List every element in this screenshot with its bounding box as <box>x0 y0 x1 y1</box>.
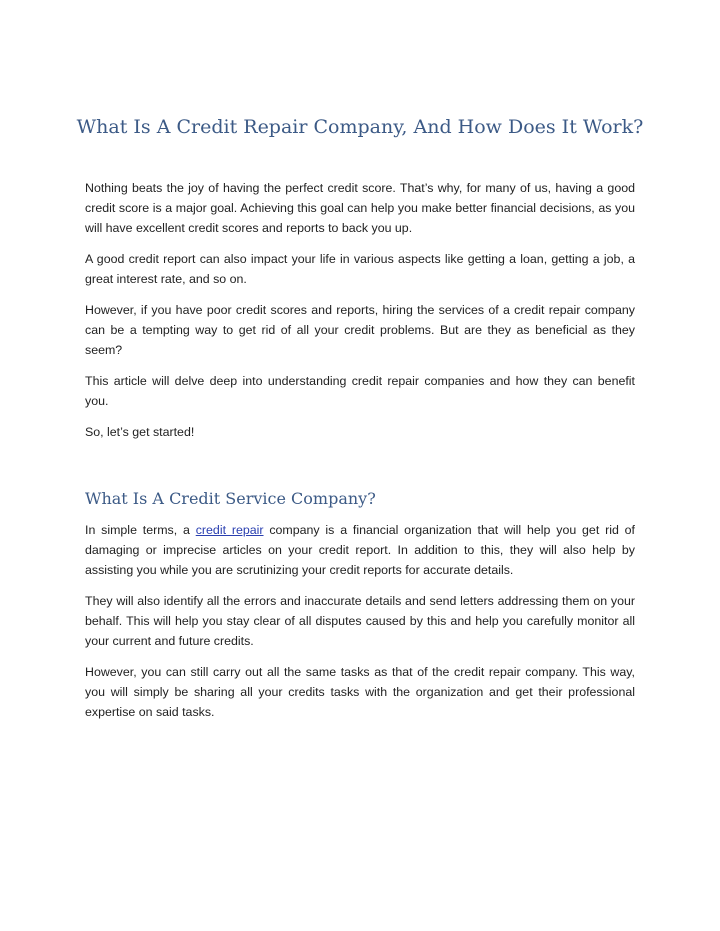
intro-paragraph-3: However, if you have poor credit scores and reports, hiring the services of a credit repair company can be a tempting way to get rid of all your credit problems. But are they as beneficial as they seem? <box>85 303 635 357</box>
intro-paragraph-4: This article will delve deep into understanding credit repair companies and how they can benefit you. <box>85 374 635 408</box>
section-paragraph-1 <box>85 520 635 580</box>
paragraph-text: In simple terms, a <box>85 523 196 537</box>
section-paragraph-3: However, you can still carry out all the same tasks as that of the credit repair company. This way, you will simply be sharing all your credits tasks with the organization and get their professional expertise on said tasks. <box>85 665 635 719</box>
intro-paragraph-1: Nothing beats the joy of having the perfect credit score. That’s why, for many of us, having a good credit score is a major goal. Achieving this goal can help you make better financial decisions, as you will have excellent credit scores and reports to back you up. <box>85 181 635 235</box>
credit-repair-link[interactable]: credit repair <box>195 523 264 537</box>
intro-paragraph-5: So, let’s get started! <box>85 425 195 439</box>
section-paragraph-2: They will also identify all the errors and inaccurate details and send letters addressing them on your behalf. This will help you stay clear of all disputes caused by this and help you carefully monitor all your current and future credits. <box>85 594 635 648</box>
intro-section <box>85 178 635 442</box>
intro-paragraph-2: A good credit report can also impact your life in various aspects like getting a loan, getting a job, a great interest rate, and so on. <box>85 252 635 286</box>
section-heading: What Is A Credit Service Company? <box>85 489 376 508</box>
article-title: What Is A Credit Repair Company, And How Does It Work? <box>76 116 644 138</box>
credit-service-section <box>85 520 635 722</box>
paragraph-text: company is a financial organization that will help you get rid of damaging or imprecise articles on your credit report. In addition to this, they will also help by assisting you while you are scrutinizing your credit reports for accurate details. <box>85 523 636 577</box>
